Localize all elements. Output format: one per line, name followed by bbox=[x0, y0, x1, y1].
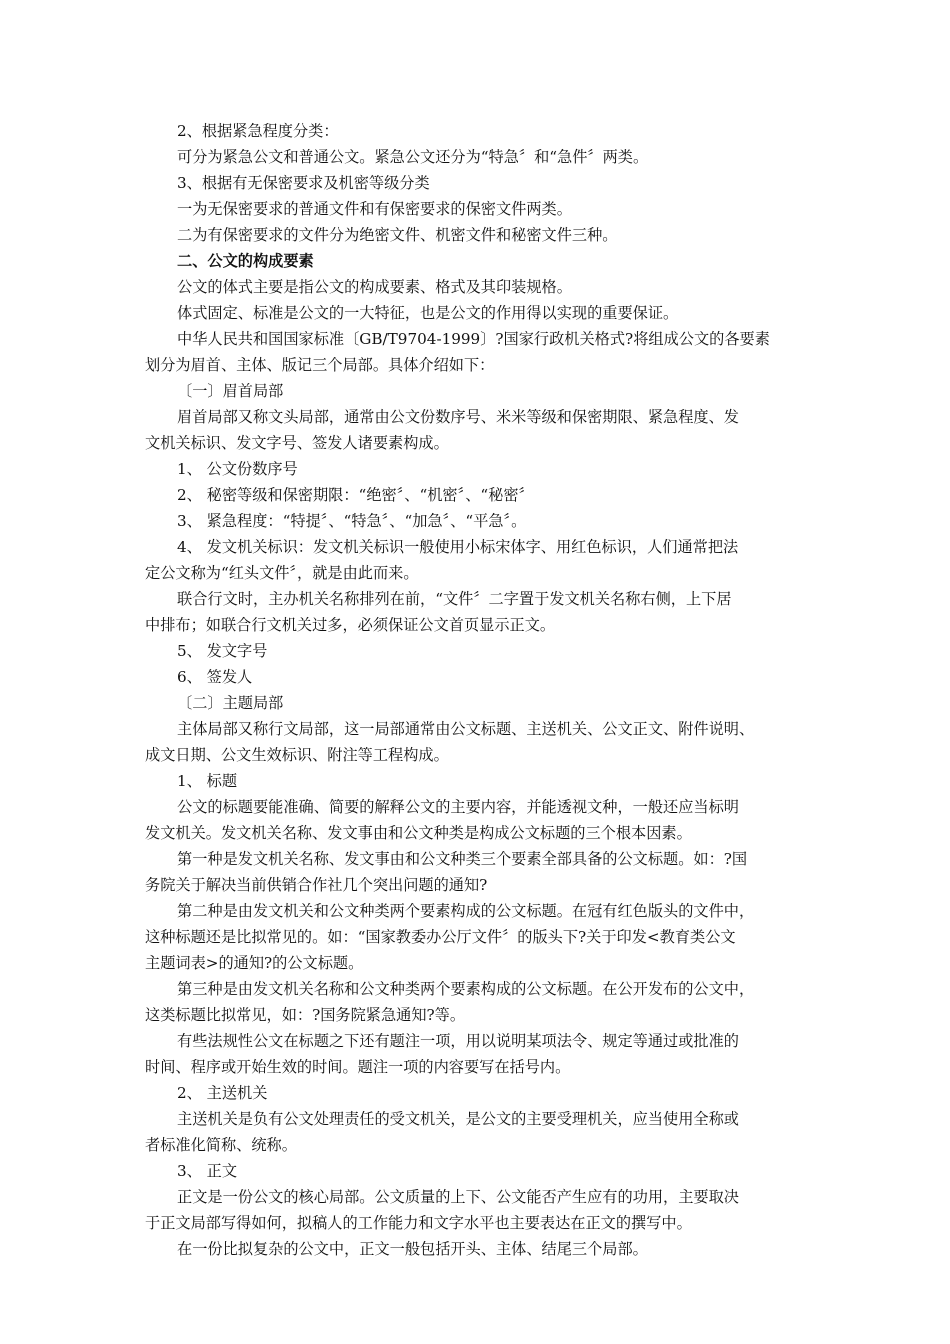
text-line: 第二种是由发文机关和公文种类两个要素构成的公文标题。在冠有红色版头的文件中， bbox=[177, 902, 755, 920]
text-line: 者标准化简称、统称。 bbox=[145, 1136, 297, 1154]
text-line: 6、 签发人 bbox=[177, 668, 253, 686]
text-line: 二为有保密要求的文件分为绝密文件、机密文件和秘密文件三种。 bbox=[177, 226, 618, 244]
text-line: 正文是一份公文的核心局部。公文质量的上下、公文能否产生应有的功用，主要取决 bbox=[177, 1188, 739, 1206]
text-line: 2、 主送机关 bbox=[177, 1084, 268, 1102]
text-line: 〔二〕主题局部 bbox=[177, 694, 284, 712]
text-line: 第三种是由发文机关名称和公文种类两个要素构成的公文标题。在公开发布的公文中， bbox=[177, 980, 755, 998]
text-line: 3、 正文 bbox=[177, 1162, 238, 1180]
text-line: 〔一〕眉首局部 bbox=[177, 382, 284, 400]
text-line: 中华人民共和国国家标准〔GB/T9704-1999〕?国家行政机关格式?将组成公文的各要素 bbox=[177, 330, 770, 348]
text-line: 眉首局部又称文头局部，通常由公文份数序号、米米等级和保密期限、紧急程度、发 bbox=[177, 408, 739, 426]
text-line: 联合行文时，主办机关名称排列在前，“文件〞二字置于发文机关名称右侧，上下居 bbox=[177, 590, 732, 608]
text-line: 1、 公文份数序号 bbox=[177, 460, 298, 478]
text-line: 体式固定、标准是公文的一大特征，也是公文的作用得以实现的重要保证。 bbox=[177, 304, 679, 322]
text-line: 公文的标题要能准确、简要的解释公文的主要内容，并能透视文种，一般还应当标明 bbox=[177, 798, 739, 816]
text-line: 2、 秘密等级和保密期限：“绝密〞、“机密〞、“秘密〞 bbox=[177, 486, 534, 504]
text-line: 这类标题比拟常见，如：?国务院紧急通知?等。 bbox=[145, 1006, 466, 1024]
text-line: 成文日期、公文生效标识、附注等工程构成。 bbox=[145, 746, 449, 764]
text-line: 2、根据紧急程度分类： bbox=[177, 122, 339, 140]
text-line: 划分为眉首、主体、版记三个局部。具体介绍如下： bbox=[145, 356, 495, 374]
text-line: 时间、程序或开始生效的时间。题注一项的内容要写在括号内。 bbox=[145, 1058, 571, 1076]
text-line: 中排布；如联合行文机关过多，必须保证公文首页显示正文。 bbox=[145, 616, 556, 634]
text-line: 在一份比拟复杂的公文中，正文一般包括开头、主体、结尾三个局部。 bbox=[177, 1240, 648, 1258]
text-line: 务院关于解决当前供销合作社几个突出问题的通知? bbox=[145, 876, 488, 894]
text-line: 一为无保密要求的普通文件和有保密要求的保密文件两类。 bbox=[177, 200, 572, 218]
text-line: 于正文局部写得如何，拟稿人的工作能力和文字水平也主要表达在正文的撰写中。 bbox=[145, 1214, 692, 1232]
section-heading: 二、公文的构成要素 bbox=[177, 252, 314, 270]
text-line: 定公文称为“红头文件〞，就是由此而来。 bbox=[145, 564, 419, 582]
document-page bbox=[145, 118, 811, 1262]
text-line: 有些法规性公文在标题之下还有题注一项，用以说明某项法令、规定等通过或批准的 bbox=[177, 1032, 739, 1050]
text-line: 4、 发文机关标识：发文机关标识一般使用小标宋体字、用红色标识，人们通常把法 bbox=[177, 538, 739, 556]
text-line: 可分为紧急公文和普通公文。紧急公文还分为“特急〞和“急件〞两类。 bbox=[177, 148, 649, 166]
text-line: 文机关标识、发文字号、签发人诸要素构成。 bbox=[145, 434, 449, 452]
text-line: 3、 紧急程度：“特提〞、“特急〞、“加急〞、“平急〞。 bbox=[177, 512, 527, 530]
text-line: 发文机关。发文机关名称、发文事由和公文种类是构成公文标题的三个根本因素。 bbox=[145, 824, 692, 842]
text-line: 5、 发文字号 bbox=[177, 642, 268, 660]
text-line: 公文的体式主要是指公文的构成要素、格式及其印装规格。 bbox=[177, 278, 572, 296]
text-line: 这种标题还是比拟常见的。如：“国家教委办公厅文件〞的版头下?关于印发<教育类公文 bbox=[145, 928, 736, 946]
text-line: 主体局部又称行文局部，这一局部通常由公文标题、主送机关、公文正文、附件说明、 bbox=[177, 720, 755, 738]
text-line: 1、 标题 bbox=[177, 772, 238, 790]
text-line: 3、根据有无保密要求及机密等级分类 bbox=[177, 174, 430, 192]
text-line: 主送机关是负有公文处理责任的受文机关，是公文的主要受理机关，应当使用全称或 bbox=[177, 1110, 739, 1128]
text-line: 第一种是发文机关名称、发文事由和公文种类三个要素全部具备的公文标题。如：?国 bbox=[177, 850, 748, 868]
text-line: 主题词表>的通知?的公文标题。 bbox=[145, 954, 364, 972]
